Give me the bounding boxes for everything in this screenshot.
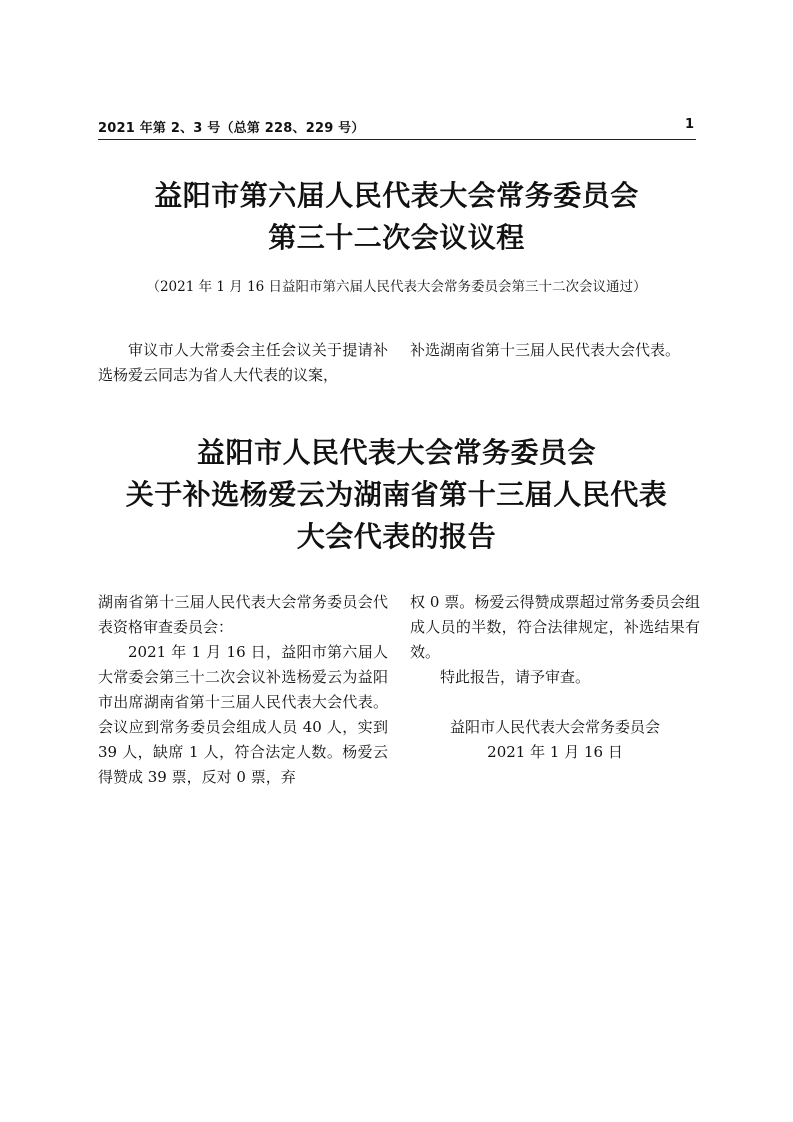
report-addressee: 湖南省第十三届人民代表大会常务委员会代表资格审查委员会：	[98, 593, 388, 636]
report-title-line-2: 关于补选杨爱云为湖南省第十三届人民代表	[125, 478, 668, 511]
agenda-title-line-2: 第三十二次会议议程	[268, 221, 525, 254]
report-title	[0, 432, 793, 558]
agenda-item-continued: 补选湖南省第十三届人民代表大会代表。	[410, 341, 681, 359]
report-signature: 益阳市人民代表大会常务委员会	[449, 718, 660, 736]
report-body: 2021 年 1 月 16 日，益阳市第六届人大常委会第三十二次会议补选杨爱云为益阳市出席湖南省第十三届人民代表大会代表。会议应到常务委员会组成人员 40 人，实到 39 人，缺席 1 人，符合法定人数。杨爱云得赞成 39 票，反对 0 票，弃	[98, 643, 388, 786]
agenda-item-text: 审议市人大常委会主任会议关于提请补选杨爱云同志为省人大代表的议案，	[98, 341, 388, 384]
report-date: 2021 年 1 月 16 日	[487, 743, 623, 761]
running-header	[98, 115, 696, 140]
report-closing: 特此报告，请予审查。	[440, 668, 591, 686]
report-body-continued: 权 0 票。杨爱云得赞成票超过常务委员会组成人员的半数，符合法律规定，补选结果有效。	[410, 593, 700, 661]
agenda-left-column	[98, 338, 388, 388]
agenda-title-line-1: 益阳市第六届人民代表大会常务委员会	[154, 179, 639, 212]
report-left-column	[98, 590, 388, 790]
signature-spacer	[410, 690, 700, 715]
report-title-line-1: 益阳市人民代表大会常务委员会	[196, 436, 596, 469]
issue-number: 2021 年第 2、3 号（总第 228、229 号）	[98, 121, 365, 136]
report-right-column	[410, 590, 700, 765]
approval-note: （2021 年 1 月 16 日益阳市第六届人民代表大会常务委员会第三十二次会议通过）	[146, 279, 647, 295]
agenda-title	[0, 175, 793, 259]
page-number: 1	[684, 117, 694, 132]
report-title-line-3: 大会代表的报告	[296, 520, 497, 553]
agenda-right-column	[410, 338, 700, 363]
